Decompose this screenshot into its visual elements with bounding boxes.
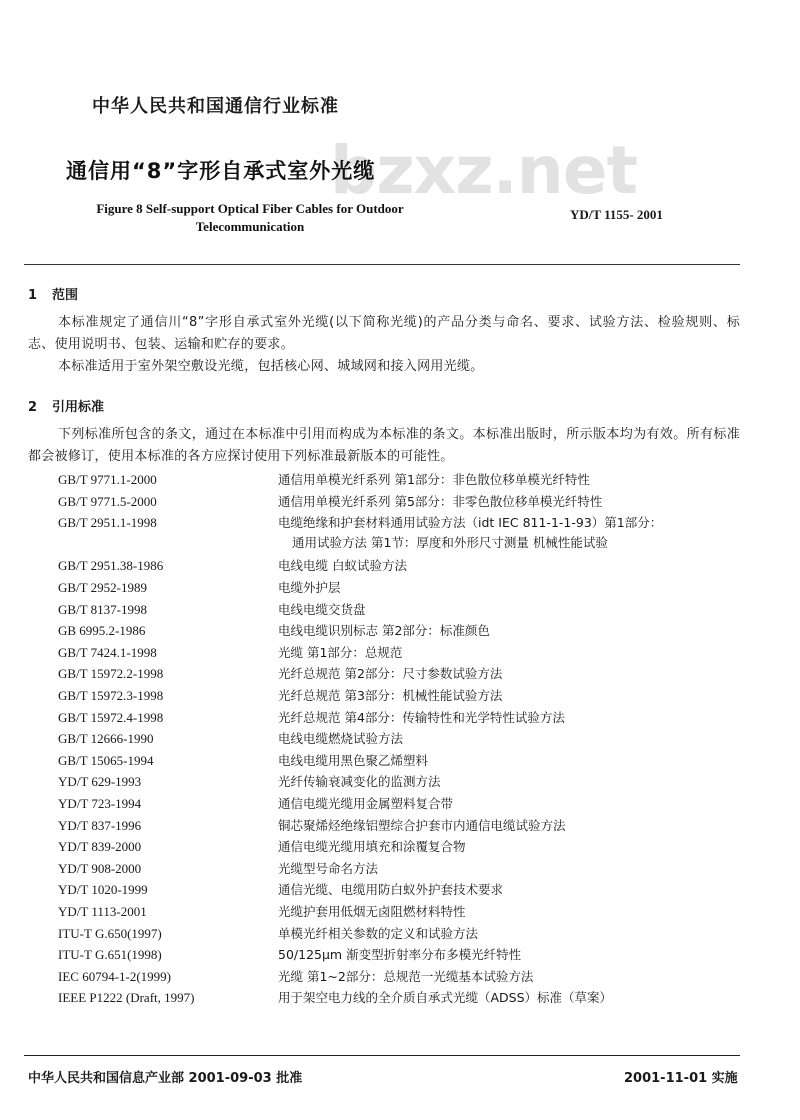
approval-line: 中华人民共和国信息产业部 2001-09-03 批准 <box>28 1071 303 1086</box>
reference-title <box>278 664 758 684</box>
reference-title <box>278 967 758 987</box>
reference-title-text: 电线电缆燃烧试验方法 <box>278 731 404 747</box>
reference-title-text: 通信光缆、电缆用防白蚁外护套技术要求 <box>278 882 504 898</box>
reference-title-text: 光纤总规范 第4部分：传输特性和光学特性试验方法 <box>278 709 565 725</box>
reference-title <box>278 751 758 771</box>
reference-item <box>0 859 800 879</box>
reference-title-text: 电缆外护层 <box>278 580 341 595</box>
reference-item <box>0 988 800 1008</box>
reference-title-text: 通信电缆光缆用金属塑料复合带 <box>278 796 454 811</box>
reference-code: GB/T 9771.5-2000 <box>58 493 157 509</box>
scope-paragraph-2: 本标准适用于室外架空敷设光缆，包括核心网、城域网和接入网用光缆。 <box>58 359 484 374</box>
reference-item <box>0 492 800 512</box>
reference-title-text: 单模光纤相关参数的定义和试验方法 <box>278 925 479 941</box>
reference-code: GB/T 8137-1998 <box>58 601 147 617</box>
reference-title <box>278 621 758 641</box>
reference-item <box>0 967 800 987</box>
reference-item <box>0 837 800 857</box>
reference-title <box>278 729 758 749</box>
reference-title-text: 电线电缆交货盘 <box>278 601 366 617</box>
reference-code: GB/T 15972.4-1998 <box>58 709 164 725</box>
reference-item <box>0 708 800 728</box>
reference-item <box>0 816 800 836</box>
reference-code: IEEE P1222 (Draft, 1997) <box>58 990 195 1006</box>
reference-title <box>278 794 758 814</box>
reference-item <box>0 751 800 771</box>
reference-code: GB/T 2952-1989 <box>58 580 147 595</box>
title-en-line1: Figure 8 Self-support Optical Fiber Cables for Outdoor <box>96 201 404 216</box>
reference-title-text: 通信用单模光纤系列 第5部分：非零色散位移单模光纤特性 <box>278 493 603 509</box>
section-title: 范围 <box>52 288 79 303</box>
reference-code: GB/T 15972.3-1998 <box>58 688 164 703</box>
implementation-date: 2001-11-01 实施 <box>624 1071 738 1086</box>
reference-code: YD/T 908-2000 <box>58 860 142 876</box>
section-2-heading <box>28 396 104 415</box>
reference-title-text: 光缆护套用低烟无卤阻燃材料特性 <box>278 904 466 919</box>
reference-title <box>278 556 758 576</box>
references-intro-paragraph: 下列标准所包含的条文，通过在本标准中引用而构成为本标准的条文。本标准出版时，所示版本均为有效。所有标准都会被修订，使用本标准的各方应探讨使用下列标准最新版本的可能性。 <box>28 427 740 464</box>
reference-item <box>0 600 800 620</box>
watermark: bzxz.net <box>330 132 638 209</box>
reference-code: YD/T 629-1993 <box>58 774 142 790</box>
reference-item <box>0 924 800 944</box>
reference-title-text: 通信用单模光纤系列 第1部分：非色散位移单模光纤特性 <box>278 472 590 487</box>
reference-title-text: 光缆型号命名方法 <box>278 860 379 876</box>
reference-title <box>278 600 758 620</box>
reference-item <box>0 902 800 922</box>
reference-title-text: 铜芯聚烯烃绝缘铝塑综合护套市内通信电缆试验方法 <box>278 817 566 833</box>
reference-title <box>278 859 758 879</box>
reference-item <box>0 556 800 576</box>
reference-title <box>278 492 758 512</box>
reference-title <box>278 470 758 490</box>
reference-title <box>278 880 758 900</box>
reference-title <box>278 772 758 792</box>
reference-code: YD/T 839-2000 <box>58 839 142 855</box>
reference-item <box>0 578 800 598</box>
reference-title-text: 电线电缆用黑色聚乙烯塑料 <box>278 752 429 768</box>
reference-title <box>278 945 758 965</box>
reference-title-continuation: 通用试验方法 第1节：厚度和外形尺寸测量 机械性能试验 <box>292 535 608 551</box>
reference-code: GB/T 2951.1-1998 <box>58 515 157 531</box>
reference-code: YD/T 1113-2001 <box>58 904 147 919</box>
reference-item <box>0 729 800 749</box>
reference-title <box>278 902 758 922</box>
reference-title-text: 50/125μm 渐变型折射率分布多模光纤特性 <box>278 947 522 963</box>
reference-title-text: 电线电缆 白蚁试验方法 <box>278 558 407 574</box>
reference-title <box>278 643 758 663</box>
reference-code: ITU-T G.650(1997) <box>58 925 162 941</box>
reference-code: GB/T 2951.38-1986 <box>58 558 164 574</box>
reference-item <box>0 643 800 663</box>
reference-title-text: 用于架空电力线的全介质自承式光缆（ADSS）标准（草案） <box>278 990 613 1006</box>
reference-item <box>0 686 800 706</box>
reference-title-text: 光纤传输衰减变化的监测方法 <box>278 774 441 790</box>
reference-title-text: 通信电缆光缆用填充和涂覆复合物 <box>278 839 466 855</box>
reference-title-text: 光纤总规范 第2部分：尺寸参数试验方法 <box>278 666 503 682</box>
reference-title <box>278 708 758 728</box>
reference-code: GB/T 15065-1994 <box>58 752 154 768</box>
reference-code: GB/T 15972.2-1998 <box>58 666 164 682</box>
reference-title <box>278 837 758 857</box>
reference-title-text: 电缆绝缘和护套材料通用试验方法（idt IEC 811-1-1-93）第1部分： <box>278 515 663 531</box>
section-1-heading <box>28 284 78 303</box>
issuing-authority: 中华人民共和国通信行业标准 <box>92 96 339 117</box>
reference-code: ITU-T G.651(1998) <box>58 947 162 963</box>
reference-item <box>0 945 800 965</box>
reference-item <box>0 513 800 551</box>
reference-code: GB 6995.2-1986 <box>58 623 146 639</box>
reference-item <box>0 664 800 684</box>
document-title-en <box>40 200 460 236</box>
reference-item <box>0 880 800 900</box>
reference-title <box>278 686 758 706</box>
reference-title-text: 光缆 第1部分：总规范 <box>278 644 403 660</box>
reference-title <box>278 924 758 944</box>
standard-code: YD/T 1155- 2001 <box>570 207 663 222</box>
reference-code: IEC 60794-1-2(1999) <box>58 968 172 984</box>
reference-title <box>278 988 758 1008</box>
section-title: 引用标准 <box>52 400 105 415</box>
reference-title <box>278 816 758 836</box>
reference-code: GB/T 12666-1990 <box>58 731 154 747</box>
section-number: 2 <box>28 400 38 415</box>
header-divider <box>24 264 740 265</box>
reference-code: GB/T 7424.1-1998 <box>58 644 157 660</box>
footer-divider <box>24 1055 740 1056</box>
reference-title <box>278 578 758 598</box>
reference-item <box>0 772 800 792</box>
reference-code: YD/T 1020-1999 <box>58 882 148 898</box>
document-title-cn: 通信用“8”字形自承式室外光缆 <box>66 159 376 183</box>
reference-item <box>0 794 800 814</box>
reference-code: YD/T 837-1996 <box>58 817 142 833</box>
section-number: 1 <box>28 288 38 303</box>
reference-code: GB/T 9771.1-2000 <box>58 472 157 487</box>
reference-item <box>0 470 800 490</box>
reference-code: YD/T 723-1994 <box>58 796 142 811</box>
reference-title-text: 电线电缆识别标志 第2部分：标准颜色 <box>278 623 490 639</box>
reference-title <box>278 513 758 553</box>
reference-item <box>0 621 800 641</box>
reference-title-text: 光缆 第1~2部分：总规范一光缆基本试验方法 <box>278 968 534 984</box>
scope-paragraph-1: 本标准规定了通信川“8”字形自承式室外光缆(以下简称光缆)的产品分类与命名、要求、试验方法、检验规则、标志、使用说明书、包装、运输和贮存的要求。 <box>28 315 740 352</box>
reference-title-text: 光纤总规范 第3部分：机械性能试验方法 <box>278 688 503 703</box>
title-en-line2: Telecommunication <box>195 219 305 234</box>
